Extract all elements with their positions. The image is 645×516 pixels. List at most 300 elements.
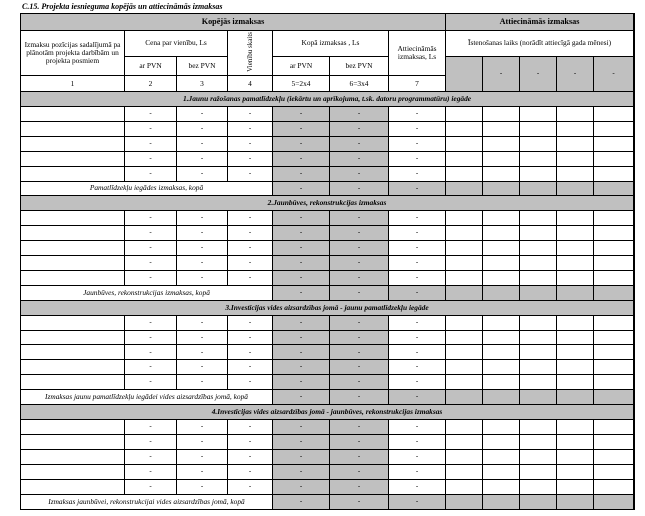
price-without-vat-cell[interactable]: - bbox=[177, 479, 228, 494]
month-cell[interactable] bbox=[483, 449, 520, 464]
total-with-vat-sum: - bbox=[273, 494, 330, 509]
month-cell[interactable] bbox=[483, 315, 520, 330]
month-cell[interactable] bbox=[446, 151, 483, 166]
form-title: C.15. Projekta iesnieguma kopējās un attiecināmās izmaksas bbox=[22, 2, 223, 11]
price-without-vat-cell[interactable]: - bbox=[177, 375, 228, 390]
price-with-vat-cell[interactable]: - bbox=[125, 136, 177, 151]
position-cell[interactable] bbox=[21, 211, 125, 226]
total-with-vat-cell: - bbox=[273, 121, 330, 136]
total-without-vat-cell: - bbox=[330, 315, 389, 330]
right-border bbox=[633, 13, 635, 510]
month-cell[interactable] bbox=[557, 315, 594, 330]
total-costs-header: Kopējās izmaksas bbox=[21, 14, 446, 31]
quantity-cell[interactable]: - bbox=[228, 226, 273, 241]
price-without-vat-cell[interactable]: - bbox=[177, 106, 228, 121]
month-cell[interactable] bbox=[483, 166, 520, 181]
month-cell[interactable] bbox=[594, 345, 634, 360]
price-without-vat-cell[interactable]: - bbox=[177, 449, 228, 464]
total-with-vat-cell: - bbox=[273, 241, 330, 256]
month-cell[interactable] bbox=[446, 479, 483, 494]
price-with-vat-cell[interactable]: - bbox=[125, 375, 177, 390]
quantity-cell[interactable]: - bbox=[228, 270, 273, 285]
quantity-cell[interactable]: - bbox=[228, 106, 273, 121]
section-title: 3.Investīcijas vides aizsardzības jomā - jaunu pamatlīdzekļu iegāde bbox=[21, 300, 634, 315]
month-cell[interactable] bbox=[483, 434, 520, 449]
eligible-cell[interactable]: - bbox=[389, 241, 446, 256]
month-cell[interactable] bbox=[446, 315, 483, 330]
month-cell[interactable] bbox=[594, 464, 634, 479]
price-with-vat-cell[interactable]: - bbox=[125, 360, 177, 375]
month-sum-cell bbox=[594, 494, 634, 509]
total-without-vat-cell: - bbox=[330, 256, 389, 271]
unit-price-header: Cena par vienību, Ls bbox=[125, 30, 228, 56]
month-cell[interactable] bbox=[594, 121, 634, 136]
position-cell[interactable] bbox=[21, 106, 125, 121]
month-cell[interactable] bbox=[557, 419, 594, 434]
quantity-cell[interactable]: - bbox=[228, 434, 273, 449]
position-cell[interactable] bbox=[21, 270, 125, 285]
month-cell[interactable] bbox=[446, 449, 483, 464]
month-cell[interactable] bbox=[557, 241, 594, 256]
table-row bbox=[21, 226, 634, 241]
month-cell[interactable] bbox=[520, 375, 557, 390]
quantity-cell[interactable]: - bbox=[228, 211, 273, 226]
eligible-cell[interactable]: - bbox=[389, 345, 446, 360]
quantity-cell[interactable]: - bbox=[228, 479, 273, 494]
total-without-vat-sum: - bbox=[330, 181, 389, 196]
section-total-row bbox=[21, 285, 634, 300]
quantity-cell[interactable]: - bbox=[228, 136, 273, 151]
month-cell[interactable] bbox=[446, 136, 483, 151]
position-cell[interactable] bbox=[21, 166, 125, 181]
month-cell[interactable] bbox=[557, 345, 594, 360]
total-with-vat-cell: - bbox=[273, 226, 330, 241]
total-with-vat-cell: - bbox=[273, 345, 330, 360]
eligible-cell[interactable]: - bbox=[389, 479, 446, 494]
total-with-vat-cell: - bbox=[273, 330, 330, 345]
total-with-vat-cell: - bbox=[273, 106, 330, 121]
month-sum-cell bbox=[557, 285, 594, 300]
price-with-vat-cell[interactable]: - bbox=[125, 479, 177, 494]
eligible-cell[interactable]: - bbox=[389, 226, 446, 241]
position-cell[interactable] bbox=[21, 121, 125, 136]
month-cell[interactable] bbox=[594, 419, 634, 434]
month-cell[interactable] bbox=[520, 360, 557, 375]
month-cell[interactable] bbox=[557, 151, 594, 166]
month-sum-cell bbox=[557, 181, 594, 196]
month-cell[interactable] bbox=[594, 106, 634, 121]
total-without-vat-cell: - bbox=[330, 270, 389, 285]
price-without-vat-header: bez PVN bbox=[177, 57, 228, 76]
quantity-cell[interactable]: - bbox=[228, 419, 273, 434]
eligible-cell[interactable]: - bbox=[389, 256, 446, 271]
eligible-cell[interactable]: - bbox=[389, 166, 446, 181]
month-cell[interactable] bbox=[594, 256, 634, 271]
month-cell[interactable] bbox=[594, 449, 634, 464]
total-without-vat-cell: - bbox=[330, 479, 389, 494]
position-cell[interactable] bbox=[21, 330, 125, 345]
month-sum-cell bbox=[446, 181, 483, 196]
month-cell[interactable] bbox=[446, 226, 483, 241]
eligible-amount-header: Attiecināmās izmaksas, Ls bbox=[389, 30, 446, 75]
price-without-vat-cell[interactable]: - bbox=[177, 211, 228, 226]
month-cell[interactable] bbox=[557, 166, 594, 181]
section-title: 4.Investīcijas vides aizsardzības jomā - jaunbūves, rekonstrukcijas izmaksas bbox=[21, 405, 634, 420]
month-sum-cell bbox=[520, 285, 557, 300]
month-cell[interactable] bbox=[520, 136, 557, 151]
quantity-cell[interactable]: - bbox=[228, 375, 273, 390]
month-cell[interactable] bbox=[557, 136, 594, 151]
month-sum-cell bbox=[446, 285, 483, 300]
month-cell[interactable]: - bbox=[557, 57, 594, 92]
quantity-cell[interactable]: - bbox=[228, 151, 273, 166]
table-row bbox=[21, 449, 634, 464]
eligible-cell[interactable]: - bbox=[389, 121, 446, 136]
month-cell[interactable] bbox=[557, 479, 594, 494]
quantity-cell[interactable]: - bbox=[228, 449, 273, 464]
month-cell[interactable] bbox=[446, 106, 483, 121]
price-with-vat-cell[interactable]: - bbox=[125, 256, 177, 271]
position-cell[interactable] bbox=[21, 449, 125, 464]
position-cell[interactable] bbox=[21, 434, 125, 449]
month-cell[interactable] bbox=[483, 136, 520, 151]
month-cell[interactable] bbox=[483, 270, 520, 285]
quantity-cell[interactable]: - bbox=[228, 121, 273, 136]
eligible-cell[interactable]: - bbox=[389, 151, 446, 166]
price-with-vat-cell[interactable]: - bbox=[125, 226, 177, 241]
position-cell[interactable] bbox=[21, 360, 125, 375]
quantity-header bbox=[228, 30, 273, 75]
month-cell[interactable] bbox=[483, 479, 520, 494]
month-cell[interactable] bbox=[520, 449, 557, 464]
month-cell[interactable] bbox=[557, 121, 594, 136]
price-with-vat-cell[interactable]: - bbox=[125, 419, 177, 434]
month-cell[interactable] bbox=[594, 241, 634, 256]
eligible-cell[interactable]: - bbox=[389, 106, 446, 121]
month-cell[interactable] bbox=[483, 256, 520, 271]
month-cell[interactable] bbox=[557, 375, 594, 390]
table-row bbox=[21, 121, 634, 136]
price-without-vat-cell[interactable]: - bbox=[177, 419, 228, 434]
month-cell[interactable] bbox=[557, 226, 594, 241]
month-cell[interactable] bbox=[446, 57, 483, 92]
month-cell[interactable] bbox=[557, 211, 594, 226]
total-with-vat-sum: - bbox=[273, 390, 330, 405]
position-cell[interactable] bbox=[21, 345, 125, 360]
month-cell[interactable] bbox=[520, 345, 557, 360]
quantity-cell[interactable]: - bbox=[228, 360, 273, 375]
month-sum-cell bbox=[520, 181, 557, 196]
month-cell[interactable] bbox=[520, 226, 557, 241]
month-cell[interactable] bbox=[594, 360, 634, 375]
month-cell[interactable] bbox=[594, 375, 634, 390]
month-cell[interactable] bbox=[483, 226, 520, 241]
eligible-cell[interactable]: - bbox=[389, 375, 446, 390]
eligible-costs-header: Attiecināmās izmaksas bbox=[446, 14, 634, 31]
month-cell[interactable] bbox=[594, 151, 634, 166]
price-without-vat-cell[interactable]: - bbox=[177, 345, 228, 360]
month-sum-cell bbox=[557, 390, 594, 405]
month-cell[interactable] bbox=[483, 330, 520, 345]
total-without-vat-cell: - bbox=[330, 464, 389, 479]
month-cell[interactable] bbox=[520, 479, 557, 494]
price-without-vat-cell[interactable]: - bbox=[177, 151, 228, 166]
cost-table bbox=[20, 13, 634, 510]
eligible-cell[interactable]: - bbox=[389, 211, 446, 226]
month-cell[interactable] bbox=[446, 256, 483, 271]
price-with-vat-cell[interactable]: - bbox=[125, 241, 177, 256]
position-cell[interactable] bbox=[21, 136, 125, 151]
month-cell[interactable] bbox=[446, 330, 483, 345]
section-title: 1.Jaunu ražošanas pamatlīdzekļu (iekārtu un aprīkojuma, t.sk. datoru programmatūru) iegāde bbox=[21, 92, 634, 107]
price-with-vat-cell[interactable]: - bbox=[125, 330, 177, 345]
month-sum-cell bbox=[520, 494, 557, 509]
price-without-vat-cell[interactable]: - bbox=[177, 256, 228, 271]
month-sum-cell bbox=[483, 181, 520, 196]
position-cell[interactable] bbox=[21, 419, 125, 434]
section-total-label: Jaunbūves, rekonstrukcijas izmaksas, kopā bbox=[21, 285, 273, 300]
price-with-vat-cell[interactable]: - bbox=[125, 315, 177, 330]
position-cell[interactable] bbox=[21, 375, 125, 390]
table-row bbox=[21, 479, 634, 494]
month-cell[interactable]: - bbox=[483, 57, 520, 92]
table-row bbox=[21, 151, 634, 166]
month-sum-cell bbox=[557, 494, 594, 509]
total-with-vat-cell: - bbox=[273, 151, 330, 166]
month-cell[interactable] bbox=[483, 360, 520, 375]
month-cell[interactable] bbox=[520, 166, 557, 181]
month-cell[interactable]: - bbox=[594, 57, 634, 92]
total-without-vat-cell: - bbox=[330, 136, 389, 151]
month-cell[interactable] bbox=[557, 434, 594, 449]
month-cell[interactable] bbox=[594, 270, 634, 285]
month-cell[interactable] bbox=[520, 330, 557, 345]
month-cell[interactable] bbox=[520, 419, 557, 434]
table-row bbox=[21, 345, 634, 360]
eligible-cell[interactable]: - bbox=[389, 434, 446, 449]
total-with-vat-cell: - bbox=[273, 479, 330, 494]
month-cell[interactable] bbox=[446, 434, 483, 449]
quantity-cell[interactable]: - bbox=[228, 256, 273, 271]
total-with-vat-sum: - bbox=[273, 285, 330, 300]
price-with-vat-cell[interactable]: - bbox=[125, 345, 177, 360]
month-cell[interactable] bbox=[446, 211, 483, 226]
month-cell[interactable] bbox=[483, 106, 520, 121]
price-with-vat-cell[interactable]: - bbox=[125, 106, 177, 121]
column-number: 2 bbox=[125, 76, 177, 92]
section-total-row bbox=[21, 390, 634, 405]
month-cell[interactable] bbox=[446, 419, 483, 434]
price-without-vat-cell[interactable]: - bbox=[177, 360, 228, 375]
month-cell[interactable] bbox=[594, 136, 634, 151]
total-with-vat-cell: - bbox=[273, 256, 330, 271]
month-cell[interactable] bbox=[520, 121, 557, 136]
price-with-vat-cell[interactable]: - bbox=[125, 270, 177, 285]
month-cell[interactable] bbox=[483, 375, 520, 390]
total-without-vat-cell: - bbox=[330, 434, 389, 449]
section-total-label: Izmaksas jaunbūvei, rekonstrukcijai vides aizsardzības jomā, kopā bbox=[21, 494, 273, 509]
month-cell[interactable] bbox=[483, 121, 520, 136]
eligible-cell[interactable]: - bbox=[389, 136, 446, 151]
total-with-vat-cell: - bbox=[273, 375, 330, 390]
month-cell[interactable] bbox=[594, 479, 634, 494]
price-with-vat-cell[interactable]: - bbox=[125, 166, 177, 181]
total-without-vat-cell: - bbox=[330, 226, 389, 241]
price-without-vat-cell[interactable]: - bbox=[177, 121, 228, 136]
quantity-cell[interactable]: - bbox=[228, 315, 273, 330]
eligible-cell[interactable]: - bbox=[389, 464, 446, 479]
quantity-cell[interactable]: - bbox=[228, 345, 273, 360]
position-header: Izmaksu pozīcijas sadalījumā pa plānotām projekta darbībām un projekta posmiem bbox=[21, 30, 125, 75]
month-cell[interactable] bbox=[594, 434, 634, 449]
table-row bbox=[21, 315, 634, 330]
total-without-vat-cell: - bbox=[330, 106, 389, 121]
price-with-vat-cell[interactable]: - bbox=[125, 449, 177, 464]
total-without-vat-sum: - bbox=[330, 494, 389, 509]
month-cell[interactable] bbox=[446, 375, 483, 390]
total-with-vat-cell: - bbox=[273, 136, 330, 151]
total-without-vat-cell: - bbox=[330, 211, 389, 226]
table-row bbox=[21, 360, 634, 375]
price-without-vat-cell[interactable]: - bbox=[177, 270, 228, 285]
eligible-cell[interactable]: - bbox=[389, 270, 446, 285]
price-without-vat-cell[interactable]: - bbox=[177, 136, 228, 151]
eligible-cell[interactable]: - bbox=[389, 360, 446, 375]
price-without-vat-cell[interactable]: - bbox=[177, 464, 228, 479]
month-cell[interactable] bbox=[483, 241, 520, 256]
quantity-cell[interactable]: - bbox=[228, 241, 273, 256]
month-cell[interactable] bbox=[520, 256, 557, 271]
month-cell[interactable] bbox=[520, 211, 557, 226]
eligible-cell[interactable]: - bbox=[389, 330, 446, 345]
month-sum-cell bbox=[483, 390, 520, 405]
month-sum-cell bbox=[594, 181, 634, 196]
position-cell[interactable] bbox=[21, 151, 125, 166]
month-cell[interactable] bbox=[594, 211, 634, 226]
month-cell[interactable] bbox=[446, 166, 483, 181]
total-without-vat-cell: - bbox=[330, 241, 389, 256]
total-with-vat-cell: - bbox=[273, 315, 330, 330]
position-cell[interactable] bbox=[21, 315, 125, 330]
total-without-vat-sum: - bbox=[330, 390, 389, 405]
price-without-vat-cell[interactable]: - bbox=[177, 166, 228, 181]
position-cell[interactable] bbox=[21, 241, 125, 256]
eligible-cell[interactable]: - bbox=[389, 419, 446, 434]
price-with-vat-header: ar PVN bbox=[125, 57, 177, 76]
month-cell[interactable] bbox=[520, 270, 557, 285]
month-cell[interactable] bbox=[446, 345, 483, 360]
month-cell[interactable] bbox=[520, 434, 557, 449]
position-cell[interactable] bbox=[21, 479, 125, 494]
position-cell[interactable] bbox=[21, 464, 125, 479]
month-cell[interactable] bbox=[594, 315, 634, 330]
price-with-vat-cell[interactable]: - bbox=[125, 121, 177, 136]
month-sum-cell bbox=[483, 285, 520, 300]
month-cell[interactable] bbox=[520, 315, 557, 330]
quantity-label: Vienību skaits bbox=[245, 32, 254, 72]
month-cell[interactable] bbox=[483, 419, 520, 434]
month-cell[interactable] bbox=[594, 166, 634, 181]
price-without-vat-cell[interactable]: - bbox=[177, 226, 228, 241]
total-without-vat-header: bez PVN bbox=[330, 57, 389, 76]
month-cell[interactable] bbox=[446, 241, 483, 256]
month-cell[interactable] bbox=[520, 151, 557, 166]
section-total-label: Pamatlīdzekļu iegādes izmaksas, kopā bbox=[21, 181, 273, 196]
month-cell[interactable] bbox=[446, 360, 483, 375]
month-cell[interactable] bbox=[557, 256, 594, 271]
month-cell[interactable] bbox=[520, 241, 557, 256]
month-cell[interactable] bbox=[483, 345, 520, 360]
month-cell[interactable] bbox=[520, 106, 557, 121]
total-without-vat-cell: - bbox=[330, 419, 389, 434]
quantity-cell[interactable]: - bbox=[228, 330, 273, 345]
month-cell[interactable] bbox=[446, 270, 483, 285]
column-number: 6=3x4 bbox=[330, 76, 389, 92]
month-cell[interactable] bbox=[557, 360, 594, 375]
quantity-cell[interactable]: - bbox=[228, 166, 273, 181]
month-cell[interactable] bbox=[446, 121, 483, 136]
table-row bbox=[21, 375, 634, 390]
price-with-vat-cell[interactable]: - bbox=[125, 464, 177, 479]
eligible-sum: - bbox=[389, 181, 446, 196]
price-with-vat-cell[interactable]: - bbox=[125, 151, 177, 166]
total-with-vat-cell: - bbox=[273, 166, 330, 181]
month-cell[interactable] bbox=[557, 270, 594, 285]
table-row bbox=[21, 166, 634, 181]
eligible-cell[interactable]: - bbox=[389, 449, 446, 464]
month-cell[interactable] bbox=[557, 449, 594, 464]
eligible-sum: - bbox=[389, 390, 446, 405]
month-sum-cell bbox=[594, 390, 634, 405]
eligible-sum: - bbox=[389, 285, 446, 300]
month-cell[interactable] bbox=[557, 106, 594, 121]
position-cell[interactable] bbox=[21, 226, 125, 241]
price-without-vat-cell[interactable]: - bbox=[177, 315, 228, 330]
month-sum-cell bbox=[594, 285, 634, 300]
column-number: 1 bbox=[21, 76, 125, 92]
month-cell[interactable] bbox=[446, 464, 483, 479]
total-with-vat-cell: - bbox=[273, 211, 330, 226]
section-total-row bbox=[21, 494, 634, 509]
column-number: 5=2x4 bbox=[273, 76, 330, 92]
month-cell[interactable]: - bbox=[520, 57, 557, 92]
total-without-vat-cell: - bbox=[330, 360, 389, 375]
month-cell[interactable] bbox=[483, 211, 520, 226]
month-cell[interactable] bbox=[594, 226, 634, 241]
total-without-vat-cell: - bbox=[330, 166, 389, 181]
month-cell[interactable] bbox=[520, 464, 557, 479]
eligible-cell[interactable]: - bbox=[389, 315, 446, 330]
month-cell[interactable] bbox=[557, 330, 594, 345]
month-cell[interactable] bbox=[483, 151, 520, 166]
table-row bbox=[21, 434, 634, 449]
price-without-vat-cell[interactable]: - bbox=[177, 241, 228, 256]
table-row bbox=[21, 270, 634, 285]
price-without-vat-cell[interactable]: - bbox=[177, 434, 228, 449]
implementation-period-header: Īstenošanas laiks (norādīt attiecīgā gada mēnesi) bbox=[446, 30, 634, 56]
total-with-vat-cell: - bbox=[273, 464, 330, 479]
eligible-sum: - bbox=[389, 494, 446, 509]
month-cell[interactable] bbox=[483, 464, 520, 479]
month-cell[interactable] bbox=[594, 330, 634, 345]
quantity-cell[interactable]: - bbox=[228, 464, 273, 479]
column-number: 3 bbox=[177, 76, 228, 92]
price-with-vat-cell[interactable]: - bbox=[125, 434, 177, 449]
price-without-vat-cell[interactable]: - bbox=[177, 330, 228, 345]
position-cell[interactable] bbox=[21, 256, 125, 271]
price-with-vat-cell[interactable]: - bbox=[125, 211, 177, 226]
month-cell[interactable] bbox=[557, 464, 594, 479]
